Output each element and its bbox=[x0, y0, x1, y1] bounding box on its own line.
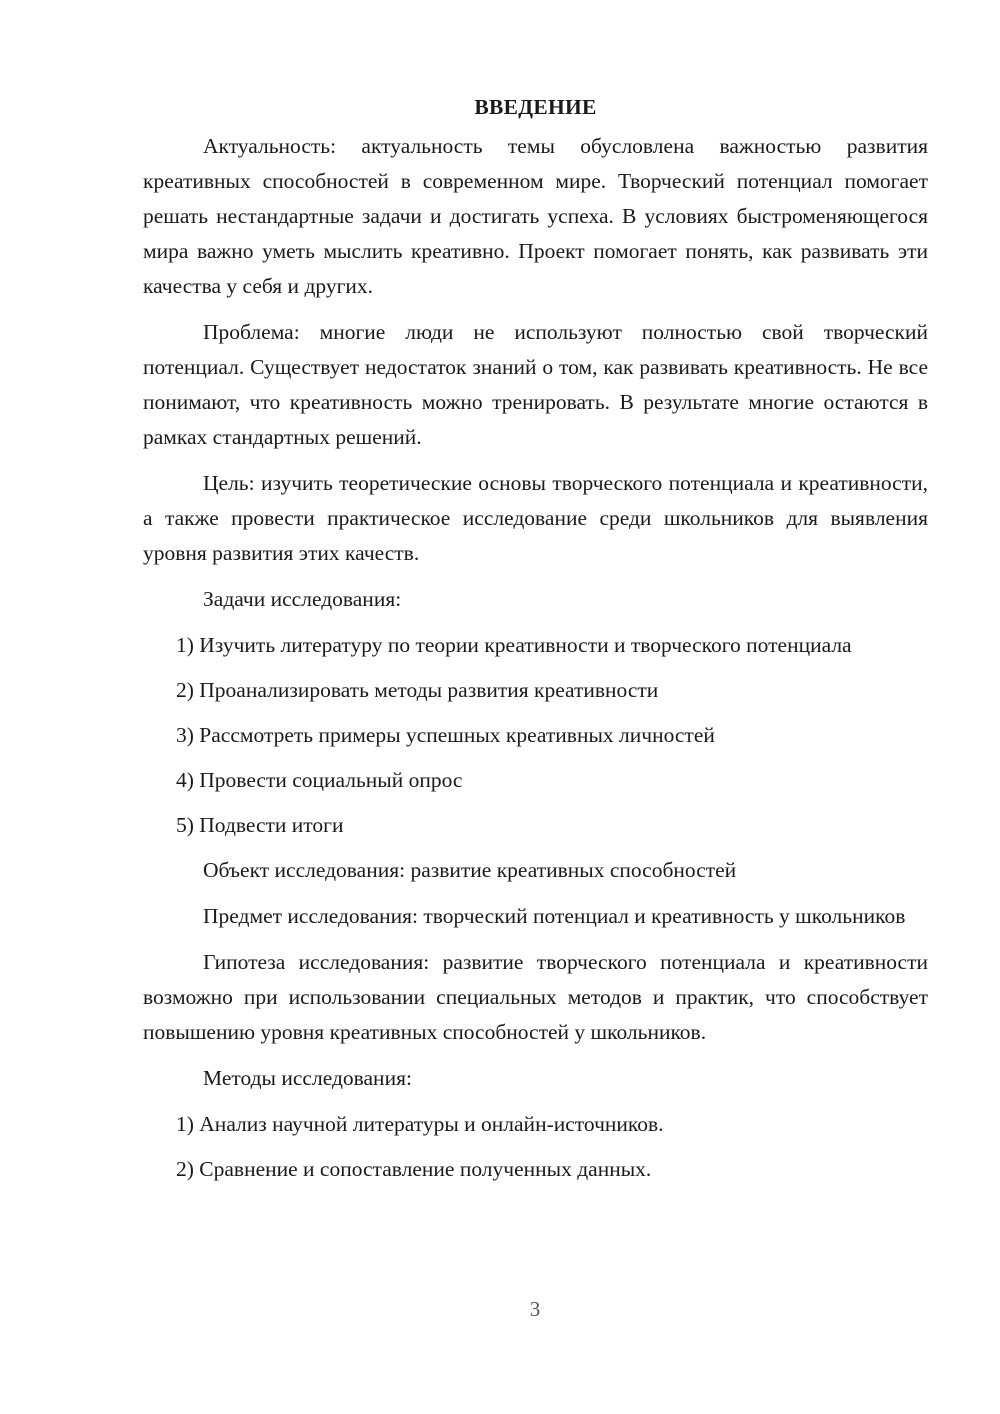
list-item: 4) Провести социальный опрос bbox=[176, 768, 463, 792]
page-number: 3 bbox=[529, 1297, 541, 1321]
list-item: 2) Проанализировать методы развития креативности bbox=[176, 678, 659, 702]
page-title: ВВЕДЕНИЕ bbox=[474, 95, 597, 119]
list-item: 5) Подвести итоги bbox=[176, 813, 344, 837]
methods-heading: Методы исследования: bbox=[203, 1066, 412, 1090]
list-item: 1) Анализ научной литературы и онлайн-источников. bbox=[176, 1112, 664, 1136]
tasks-list bbox=[143, 628, 928, 843]
object-paragraph: Объект исследования: развитие креативных способностей bbox=[203, 858, 737, 882]
document-page bbox=[143, 90, 928, 1197]
hypothesis-paragraph: Гипотеза исследования: развитие творческого потенциала и креативности возможно при использовании специальных методов и практик, что способствует повышению уровня креативных способностей у школьников. bbox=[143, 950, 928, 1044]
subject-paragraph: Предмет исследования: творческий потенциал и креативность у школьников bbox=[203, 904, 906, 928]
relevance-paragraph: Актуальность: актуальность темы обусловлена важностью развития креативных способностей в современном мире. Творческий потенциал помогает решать нестандартные задачи и достигать успеха. В условиях быстроменяющегося мира важно уметь мыслить креативно. Проект помогает понять, как развивать эти качества у себя и других. bbox=[143, 134, 928, 298]
list-item: 3) Рассмотреть примеры успешных креативных личностей bbox=[176, 723, 715, 747]
goal-paragraph: Цель: изучить теоретические основы творческого потенциала и креативности, а также провести практическое исследование среди школьников для выявления уровня развития этих качеств. bbox=[143, 471, 928, 565]
problem-paragraph: Проблема: многие люди не используют полностью свой творческий потенциал. Существует недостаток знаний о том, как развивать креативность. Не все понимают, что креативность можно тренировать. В результате многие остаются в рамках стандартных решений. bbox=[143, 320, 928, 449]
list-item: 2) Сравнение и сопоставление полученных данных. bbox=[176, 1157, 652, 1181]
list-item: 1) Изучить литературу по теории креативности и творческого потенциала bbox=[176, 633, 852, 657]
methods-list bbox=[143, 1107, 928, 1187]
tasks-heading: Задачи исследования: bbox=[203, 587, 402, 611]
